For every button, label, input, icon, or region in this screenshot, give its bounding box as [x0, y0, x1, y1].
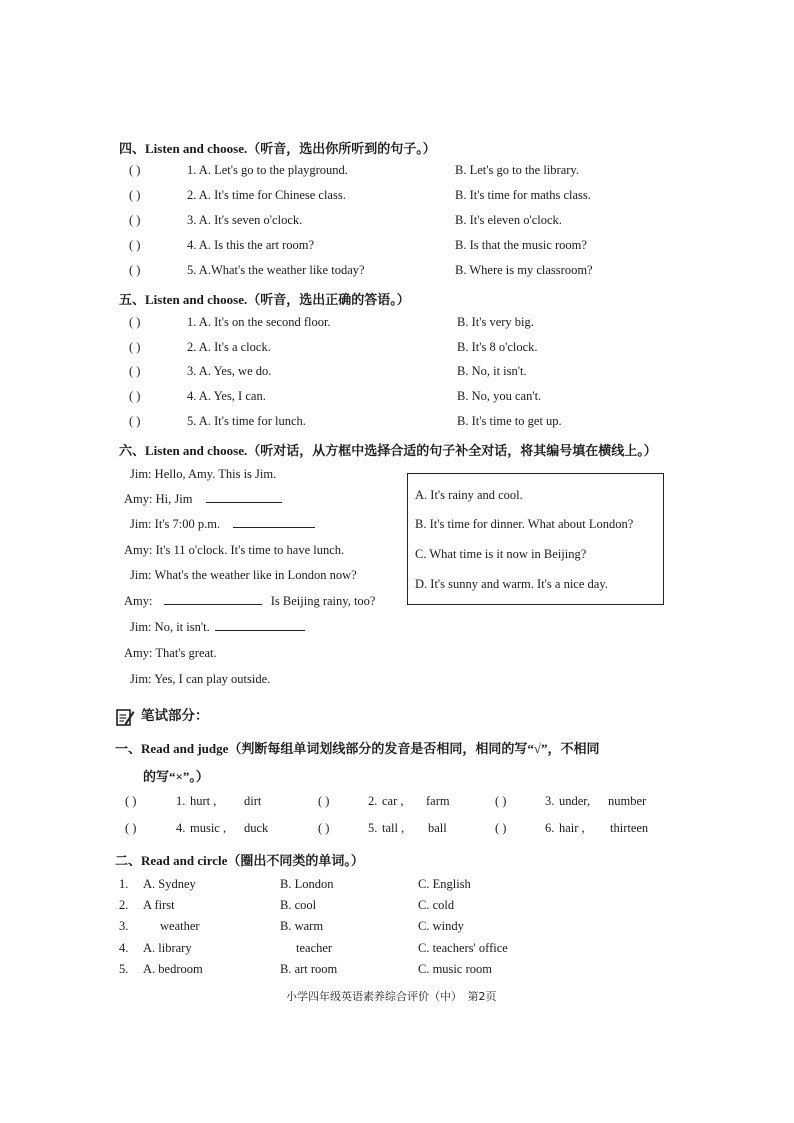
answer-paren[interactable]: ( ) — [318, 821, 330, 835]
option-a: 3. A. It's seven o'clock. — [187, 213, 303, 227]
item-number: 4. — [176, 821, 186, 835]
word-2: thirteen — [610, 821, 649, 835]
option-b: B. It's very big. — [457, 315, 534, 329]
choice-b[interactable]: B. London — [280, 877, 334, 891]
word-1: car , — [382, 794, 404, 808]
speaker: Amy: — [124, 646, 153, 660]
line-text: Yes, I can play outside. — [154, 672, 271, 686]
choice-b[interactable]: B. cool — [280, 898, 317, 912]
list-item — [129, 263, 140, 278]
answer-paren[interactable]: ( ) — [495, 821, 507, 835]
line-text: It's 7:00 p.m. — [154, 517, 221, 531]
item-number: 5. — [368, 821, 378, 835]
line-text: What's the weather like in London now? — [154, 568, 357, 582]
dialogue-line — [124, 646, 217, 661]
dialogue-line — [124, 543, 344, 558]
option-a: 4. A. Is this the art room? — [187, 238, 315, 252]
answer-blank[interactable] — [206, 501, 282, 503]
choice-b[interactable]: teacher — [296, 941, 333, 955]
section6-title: 六、Listen and choose.（听对话，从方框中选择合适的句子补全对话，将其编号填在横线上。） — [119, 443, 657, 458]
answer-paren[interactable]: ( ) — [129, 238, 141, 252]
option-item: A. It's rainy and cool. — [415, 488, 523, 502]
answer-blank[interactable] — [233, 526, 315, 528]
option-a: 5. A.What's the weather like today? — [187, 263, 365, 277]
choice-b[interactable]: B. art room — [280, 962, 338, 976]
speaker: Amy: — [124, 594, 153, 608]
speaker: Jim: — [130, 467, 152, 481]
answer-paren[interactable]: ( ) — [129, 364, 141, 378]
options-box — [407, 473, 664, 605]
row-number: 5. — [119, 962, 129, 976]
item-number: 6. — [545, 821, 555, 835]
list-item — [129, 163, 140, 178]
row-number: 1. — [119, 877, 129, 891]
dialogue-line — [124, 594, 375, 609]
line-text: Is Beijing rainy, too? — [270, 594, 376, 608]
list-item — [129, 213, 140, 228]
answer-blank[interactable] — [215, 629, 305, 631]
choice-a[interactable]: A. Sydney — [143, 877, 196, 891]
dialogue-line — [130, 467, 276, 482]
dialogue-line — [130, 620, 305, 635]
partA-title: 一、Read and judge（判断每组单词划线部分的发音是否相同，相同的写“√”，不相同 — [115, 741, 600, 756]
option-a: 5. A. It's time for lunch. — [187, 414, 306, 428]
answer-paren[interactable]: ( ) — [129, 389, 141, 403]
item-number: 1. — [176, 794, 186, 808]
choice-a[interactable]: A. library — [143, 941, 192, 955]
choice-c[interactable]: C. English — [418, 877, 471, 891]
word-1: hurt , — [190, 794, 217, 808]
page-footer: 小学四年级英语素养综合评价（中） 第2页 — [286, 990, 497, 1003]
answer-paren[interactable]: ( ) — [129, 188, 141, 202]
written-heading — [115, 704, 209, 727]
section4-title: 四、Listen and choose.（听音，选出你所听到的句子。） — [119, 141, 436, 156]
speaker: Amy: — [124, 543, 153, 557]
speaker: Jim: — [130, 517, 152, 531]
choice-c[interactable]: C. teachers' office — [418, 941, 508, 955]
item-number: 2. — [368, 794, 378, 808]
option-b: B. No, you can't. — [457, 389, 542, 403]
list-item — [129, 315, 140, 330]
list-item — [129, 188, 140, 203]
option-item: B. It's time for dinner. What about London? — [415, 517, 634, 531]
option-b: B. Where is my classroom? — [455, 263, 593, 277]
list-item — [129, 238, 140, 253]
choice-a[interactable]: weather — [160, 919, 200, 933]
line-text: Hello, Amy. This is Jim. — [154, 467, 277, 481]
answer-paren[interactable]: ( ) — [129, 340, 141, 354]
option-b: B. No, it isn't. — [457, 364, 527, 378]
written-title: 笔试部分： — [141, 708, 209, 723]
list-item — [129, 414, 140, 429]
word-1: music , — [190, 821, 227, 835]
answer-paren[interactable]: ( ) — [129, 315, 141, 329]
word-1: tall , — [382, 821, 405, 835]
answer-paren[interactable]: ( ) — [129, 213, 141, 227]
answer-paren[interactable]: ( ) — [129, 263, 141, 277]
answer-paren[interactable]: ( ) — [495, 794, 507, 808]
speaker: Amy: — [124, 492, 153, 506]
option-a: 2. A. It's time for Chinese class. — [187, 188, 346, 202]
dialogue-line — [124, 492, 282, 507]
option-b: B. It's time for maths class. — [455, 188, 591, 202]
speaker: Jim: — [130, 568, 152, 582]
row-number: 2. — [119, 898, 129, 912]
word-2: ball — [428, 821, 447, 835]
list-item — [129, 364, 140, 379]
word-2: duck — [244, 821, 269, 835]
speaker: Jim: — [130, 672, 152, 686]
word-2: number — [608, 794, 647, 808]
speaker: Jim: — [130, 620, 152, 634]
word-2: dirt — [244, 794, 262, 808]
choice-c[interactable]: C. windy — [418, 919, 464, 933]
option-b: B. It's 8 o'clock. — [457, 340, 538, 354]
option-b: B. It's eleven o'clock. — [455, 213, 562, 227]
line-text: It's 11 o'clock. It's time to have lunch. — [155, 543, 345, 557]
answer-paren[interactable]: ( ) — [125, 821, 137, 835]
item-number: 3. — [545, 794, 555, 808]
section5-title: 五、Listen and choose.（听音，选出正确的答语。） — [119, 292, 410, 307]
word-2: farm — [426, 794, 450, 808]
option-b: B. Let's go to the library. — [455, 163, 579, 177]
option-b: B. Is that the music room? — [455, 238, 587, 252]
option-a: 1. A. It's on the second floor. — [187, 315, 331, 329]
dialogue-line — [130, 517, 315, 532]
option-b: B. It's time to get up. — [457, 414, 562, 428]
choice-a[interactable]: A first — [143, 898, 175, 912]
dialogue-line — [130, 568, 357, 583]
choice-c[interactable]: C. cold — [418, 898, 455, 912]
list-item — [129, 340, 140, 355]
word-1: hair , — [559, 821, 585, 835]
option-a: 2. A. It's a clock. — [187, 340, 271, 354]
partA-title-cont: 的写“×”。） — [143, 769, 209, 784]
pencil-paper-icon — [115, 707, 135, 727]
row-number: 3. — [119, 919, 129, 933]
option-item: C. What time is it now in Beijing? — [415, 547, 587, 561]
line-text: No, it isn't. — [154, 620, 210, 634]
row-number: 4. — [119, 941, 129, 955]
answer-blank[interactable] — [164, 603, 262, 605]
answer-paren[interactable]: ( ) — [318, 794, 330, 808]
option-a: 4. A. Yes, I can. — [187, 389, 266, 403]
choice-a[interactable]: A. bedroom — [143, 962, 203, 976]
option-a: 3. A. Yes, we do. — [187, 364, 272, 378]
word-1: under, — [559, 794, 591, 808]
line-text: That's great. — [155, 646, 217, 660]
answer-paren[interactable]: ( ) — [125, 794, 137, 808]
line-text: Hi, Jim — [155, 492, 193, 506]
answer-paren[interactable]: ( ) — [129, 414, 141, 428]
option-a: 1. A. Let's go to the playground. — [187, 163, 348, 177]
option-item: D. It's sunny and warm. It's a nice day. — [415, 577, 608, 591]
choice-c[interactable]: C. music room — [418, 962, 492, 976]
answer-paren[interactable]: ( ) — [129, 163, 141, 177]
choice-b[interactable]: B. warm — [280, 919, 324, 933]
partB-title: 二、Read and circle（圈出不同类的单词。） — [115, 853, 364, 868]
dialogue-line — [130, 672, 270, 687]
list-item — [129, 389, 140, 404]
